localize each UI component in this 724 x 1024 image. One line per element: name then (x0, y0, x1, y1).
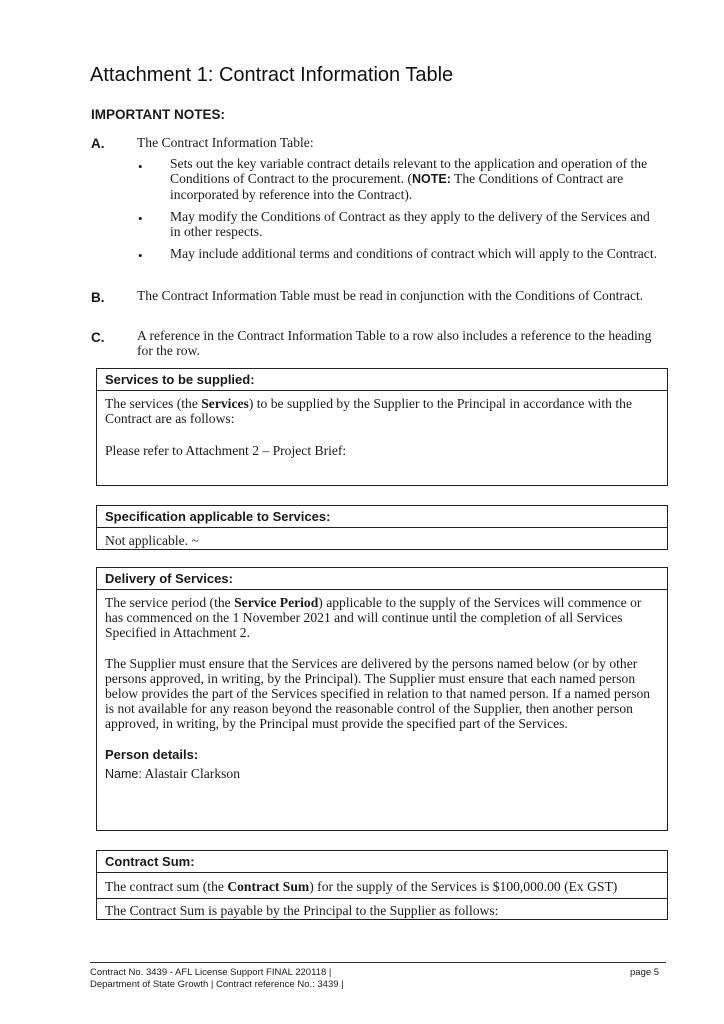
specification-text: Not applicable. ~ (105, 533, 199, 548)
footer-reference (90, 967, 344, 991)
person-details-heading: Person details: (105, 747, 199, 762)
contract-sum-heading: Contract Sum: (97, 851, 667, 873)
bullet-item-3: May include additional terms and conditions of contract which will apply to the Contract. (170, 246, 657, 261)
services-box (96, 368, 668, 486)
person-name-row (105, 766, 659, 782)
note-letter-a: A. (91, 136, 105, 151)
specification-heading: Specification applicable to Services: (97, 506, 667, 528)
note-c-text: A reference in the Contract Information Table to a row also includes a reference to the heading for the row. (137, 328, 652, 358)
name-label: Name: (105, 767, 142, 781)
row-divider (97, 898, 667, 899)
delivery-box (96, 567, 668, 831)
bullet-marker: • (138, 159, 143, 174)
note-letter-b: B. (91, 290, 105, 305)
services-reference: Please refer to Attachment 2 – Project Brief: (105, 443, 347, 458)
page-title: Attachment 1: Contract Information Table (90, 64, 454, 86)
note-b-text: The Contract Information Table must be read in conjunction with the Conditions of Contract. (137, 288, 644, 303)
services-heading: Services to be supplied: (97, 369, 667, 391)
services-description: The services (the Services) to be supplied by the Supplier to the Principal in accordance with the Contract are as follows: (105, 396, 632, 426)
specification-box (96, 505, 668, 550)
contract-sum-text: The contract sum (the Contract Sum) for the supply of the Services is $100,000.00 (Ex GST) (105, 879, 618, 894)
delivery-persons-text: The Supplier must ensure that the Services are delivered by the persons named below (or by other persons approved, in writing, by the Principal). The Supplier must ensure that each named person below provides the part of the Services specified in relation to that named person. If a named person is not available for any reason beyond the reasonable control of the Supplier, then another person approved, in writing, by the Principal must provide the specified part of the Services. (105, 656, 651, 731)
bullet-item-2: May modify the Conditions of Contract as they apply to the delivery of the Services and in other respects. (170, 209, 650, 239)
service-period-text: The service period (the Service Period) applicable to the supply of the Services will commence or has commenced on the 1 November 2021 and will continue until the completion of all Services Specified in Attachment 2. (105, 595, 642, 640)
footer-line-2: Department of State Growth | Contract reference No.: 3439 | (90, 979, 344, 990)
footer-divider (90, 962, 666, 963)
note-letter-c: C. (91, 330, 105, 345)
name-value: Alastair Clarkson (144, 766, 240, 781)
page-number: page 5 (630, 967, 660, 978)
delivery-heading: Delivery of Services: (97, 568, 667, 590)
bullet-marker: • (138, 248, 143, 263)
contract-sum-box (96, 850, 668, 920)
bullet-marker: • (138, 211, 143, 226)
footer-line-1: Contract No. 3439 - AFL License Support FINAL 220118 | (90, 967, 332, 978)
bullet-item-1: Sets out the key variable contract details relevant to the application and operation of the Conditions of Contract to the procurement. (NOTE: The Conditions of Contract are incorporated by reference into the Contract). (170, 156, 648, 202)
contract-sum-payment-text: The Contract Sum is payable by the Principal to the Supplier as follows: (105, 903, 499, 918)
note-a-text: The Contract Information Table: (137, 135, 314, 150)
important-notes-heading: IMPORTANT NOTES: (91, 107, 225, 122)
